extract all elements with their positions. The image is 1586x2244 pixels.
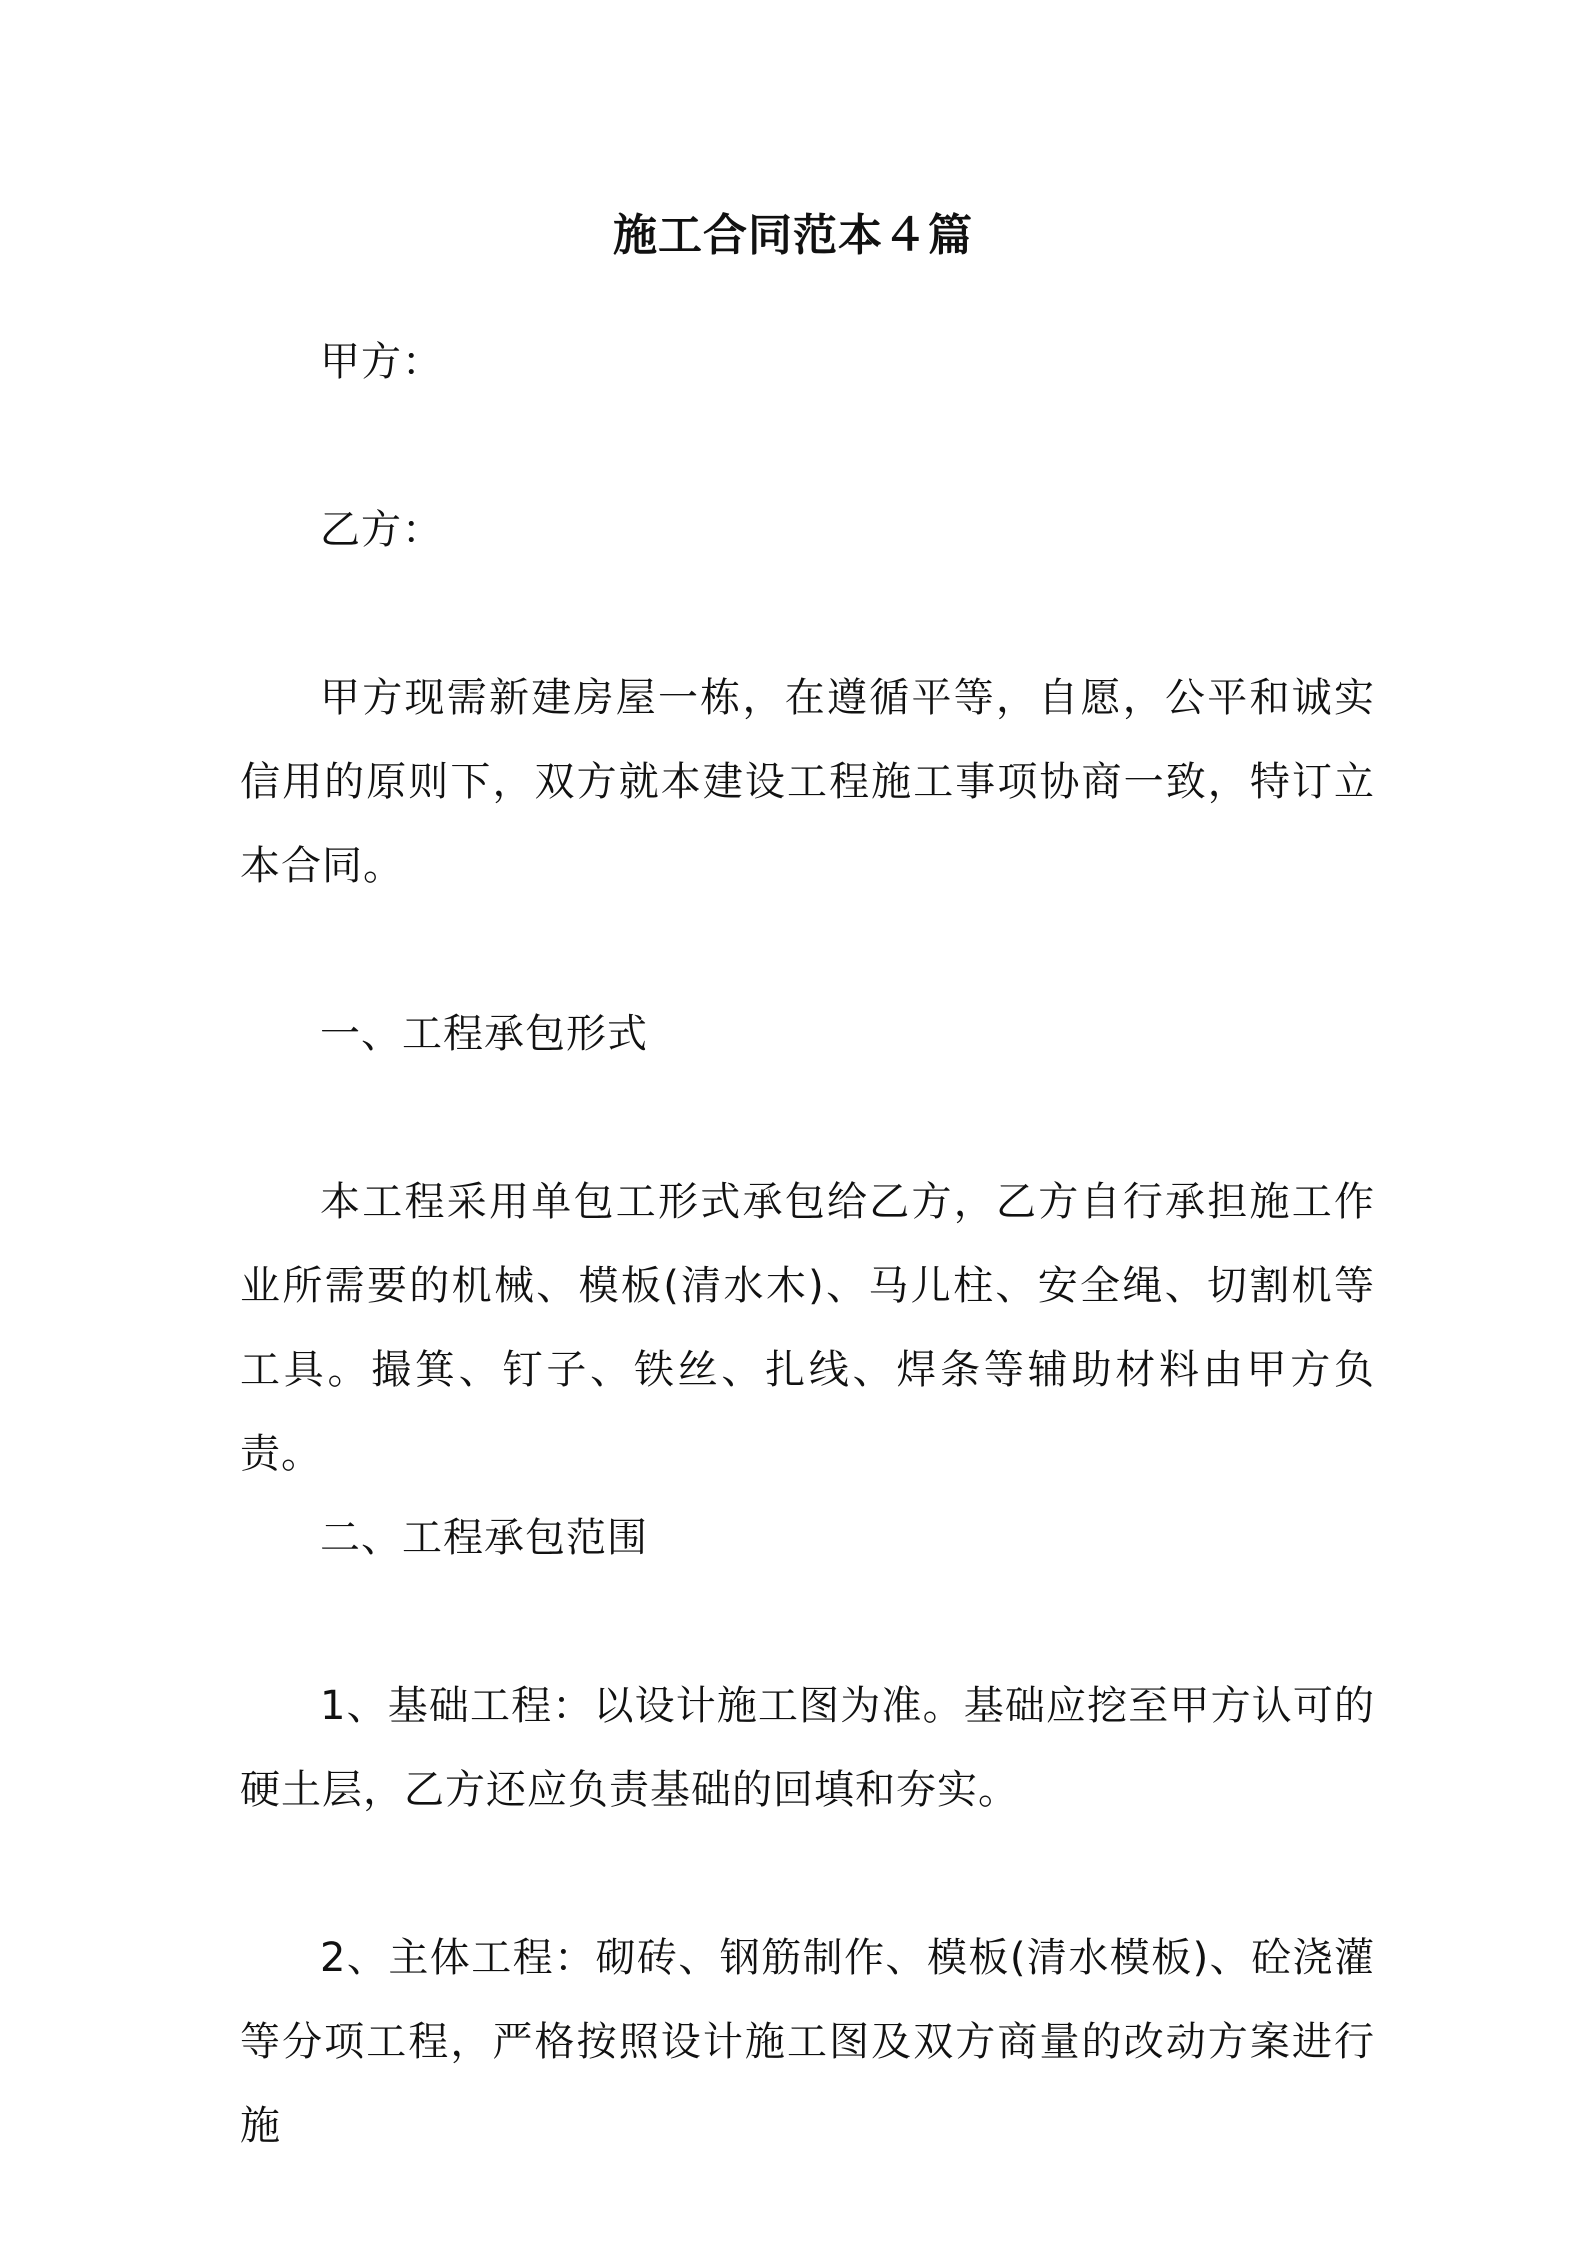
scope-item-foundation: 1、基础工程：以设计施工图为准。基础应挖至甲方认可的硬土层，乙方还应负责基础的回填和夯实。 (240, 1683, 1375, 1813)
section-heading-contract-form: 一、工程承包形式 (320, 1011, 648, 1057)
intro-paragraph: 甲方现需新建房屋一栋，在遵循平等，自愿，公平和诚实信用的原则下，双方就本建设工程施工事项协商一致，特订立本合同。 (240, 675, 1375, 889)
document-title: 施工合同范本４篇 (613, 210, 973, 261)
party-a-field: 甲方： (320, 339, 443, 385)
scope-item-main-structure: 2、主体工程：砌砖、钢筋制作、模板(清水模板)、砼浇灌等分项工程，严格按照设计施工图及双方商量的改动方案进行施 (240, 1935, 1375, 2149)
party-b-field: 乙方： (320, 507, 443, 553)
contract-form-paragraph: 本工程采用单包工形式承包给乙方，乙方自行承担施工作业所需要的机械、模板(清水木)、马儿柱、安全绳、切割机等工具。撮箕、钉子、铁丝、扎线、焊条等辅助材料由甲方负责。 (240, 1179, 1375, 1477)
section-heading-contract-scope: 二、工程承包范围 (320, 1515, 648, 1561)
